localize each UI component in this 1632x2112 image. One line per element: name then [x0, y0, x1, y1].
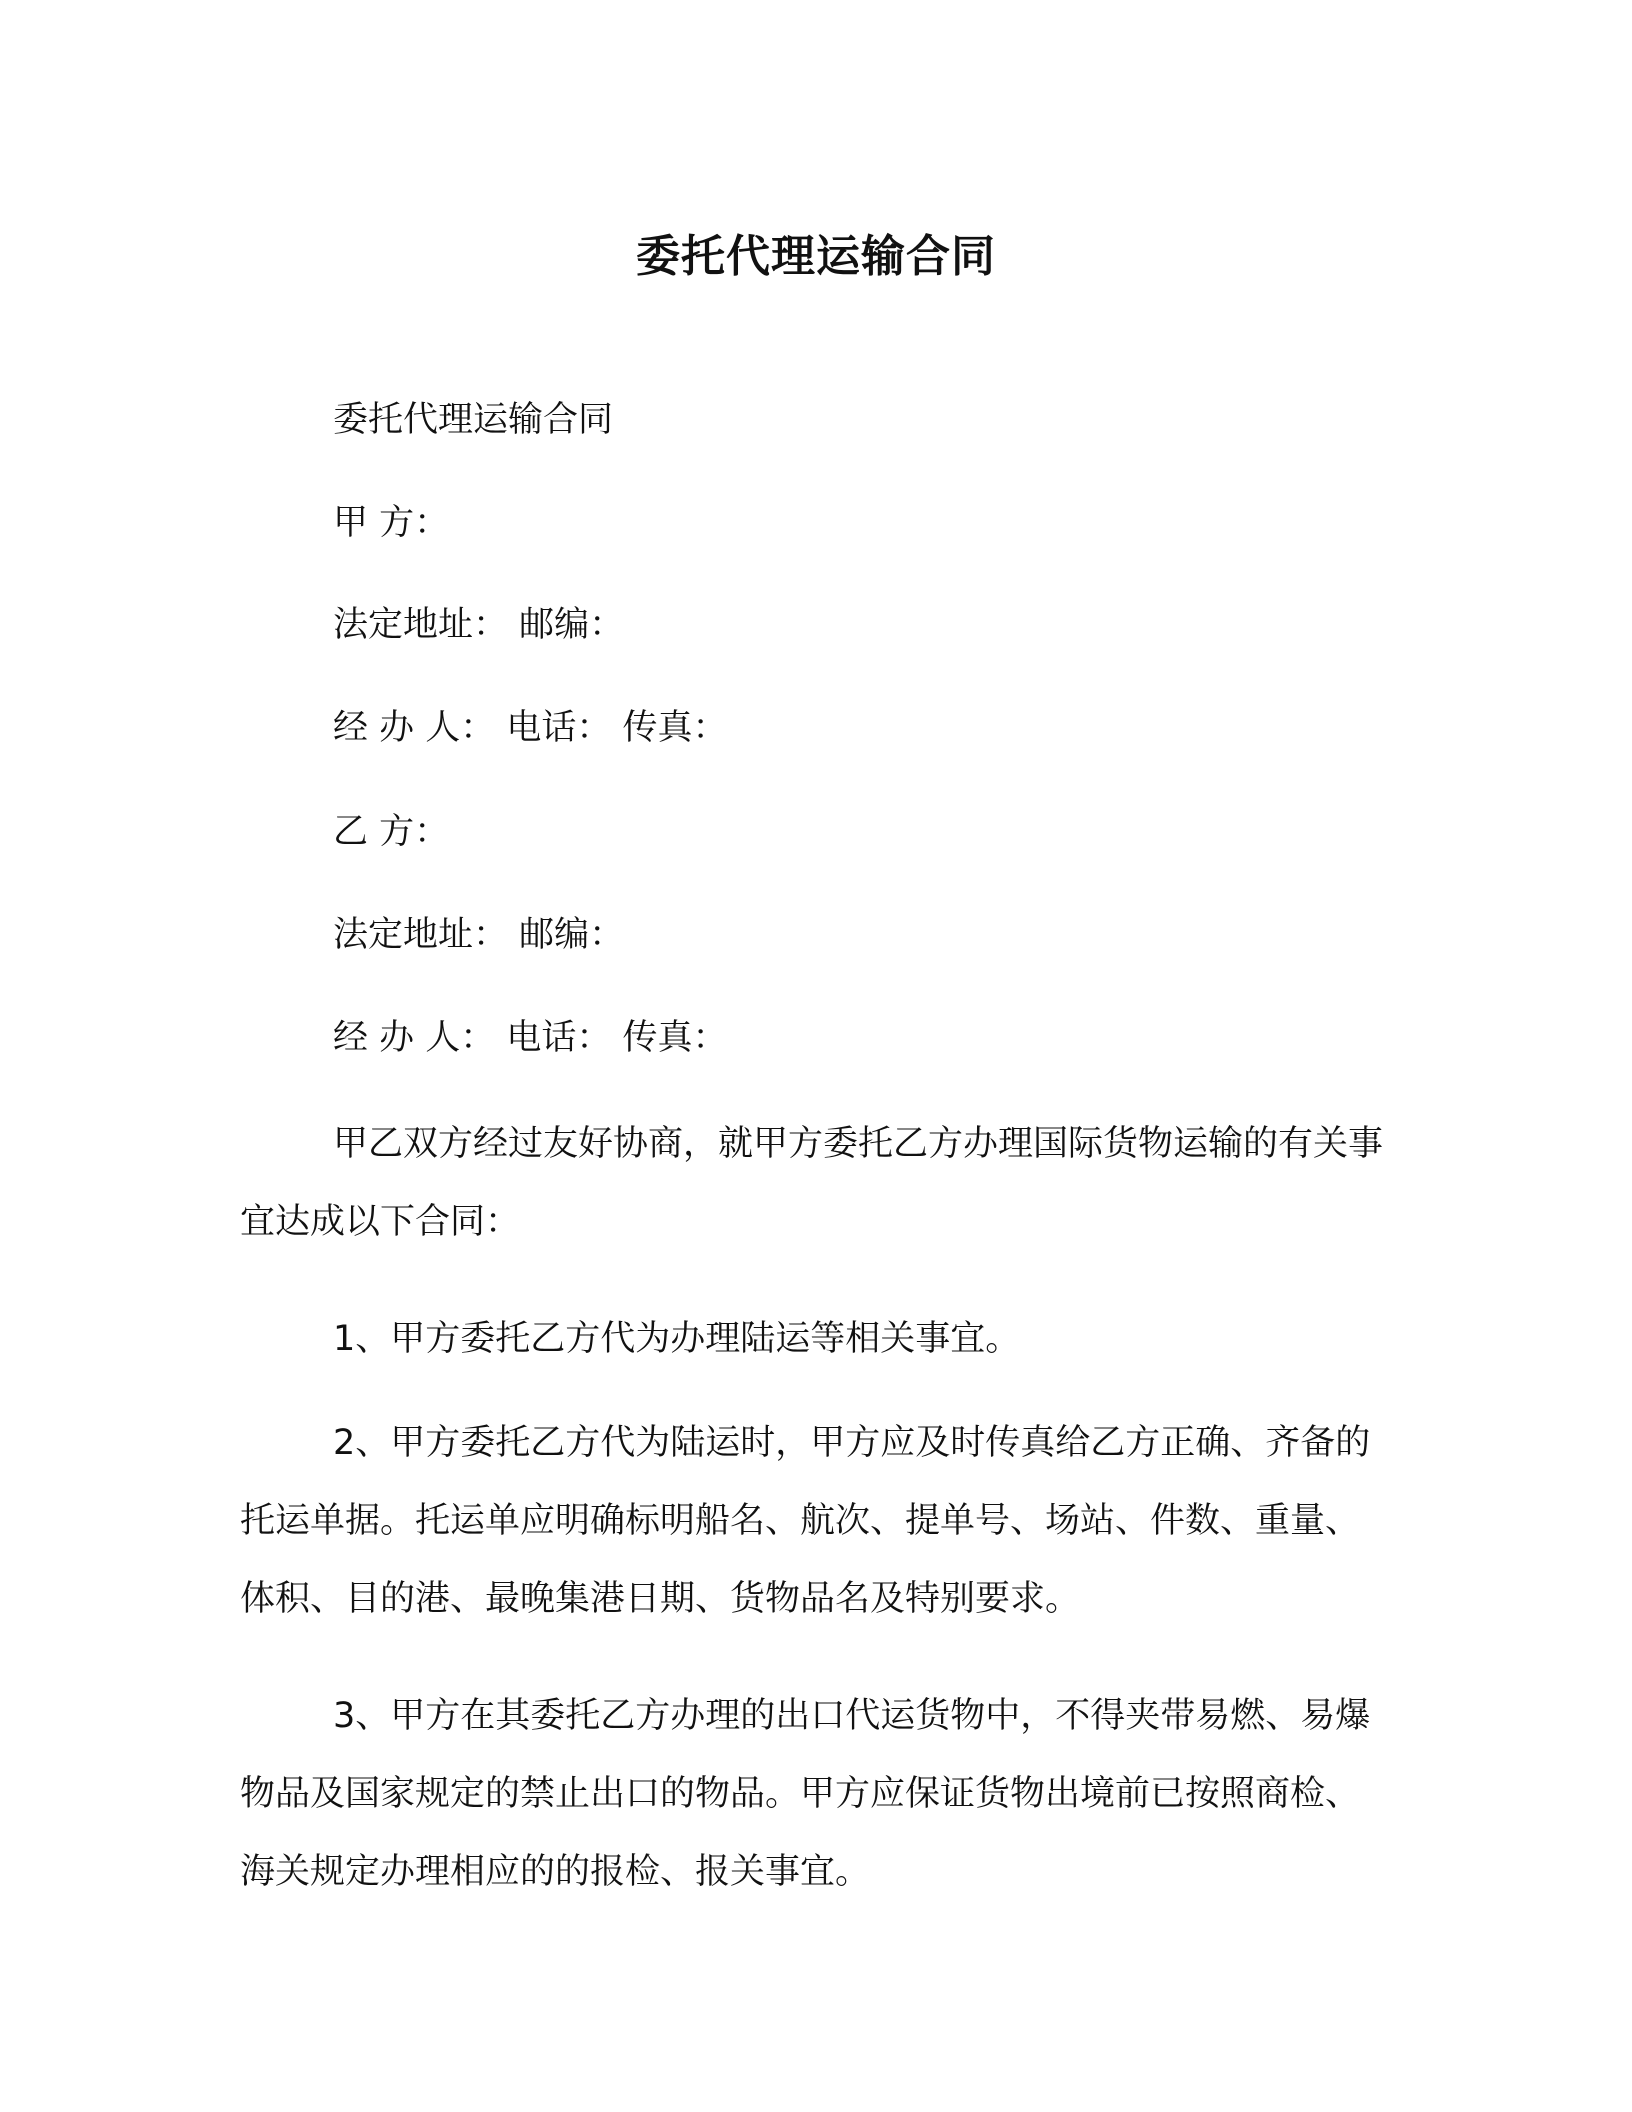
- clause-1: 1、甲方委托乙方代为办理陆运等相关事宜。: [333, 1319, 1021, 1359]
- party-b-address-line: 法定地址： 邮编：: [333, 915, 625, 955]
- document-subtitle: 委托代理运输合同: [333, 400, 614, 440]
- party-a-address-line: 法定地址： 邮编：: [333, 605, 625, 645]
- intro-paragraph: 甲乙双方经过友好协商，就甲方委托乙方办理国际货物运输的有关事宜达成以下合同：: [240, 1124, 1384, 1242]
- party-a-contact-line: 经 办 人： 电话： 传真：: [333, 708, 728, 748]
- party-b-contact-line: 经 办 人： 电话： 传真：: [333, 1018, 728, 1058]
- clause-2: 2、甲方委托乙方代为陆运时，甲方应及时传真给乙方正确、齐备的托运单据。托运单应明确标明船名、航次、提单号、场站、件数、重量、体积、目的港、最晚集港日期、货物品名及特别要求。: [240, 1423, 1371, 1619]
- document-title: 委托代理运输合同: [636, 231, 996, 282]
- clause-3: 3、甲方在其委托乙方办理的出口代运货物中，不得夹带易燃、易爆物品及国家规定的禁止出口的物品。甲方应保证货物出境前已按照商检、海关规定办理相应的的报检、报关事宜。: [240, 1696, 1371, 1892]
- party-b-label: 乙 方：: [333, 812, 450, 852]
- party-a-label: 甲 方：: [333, 503, 450, 543]
